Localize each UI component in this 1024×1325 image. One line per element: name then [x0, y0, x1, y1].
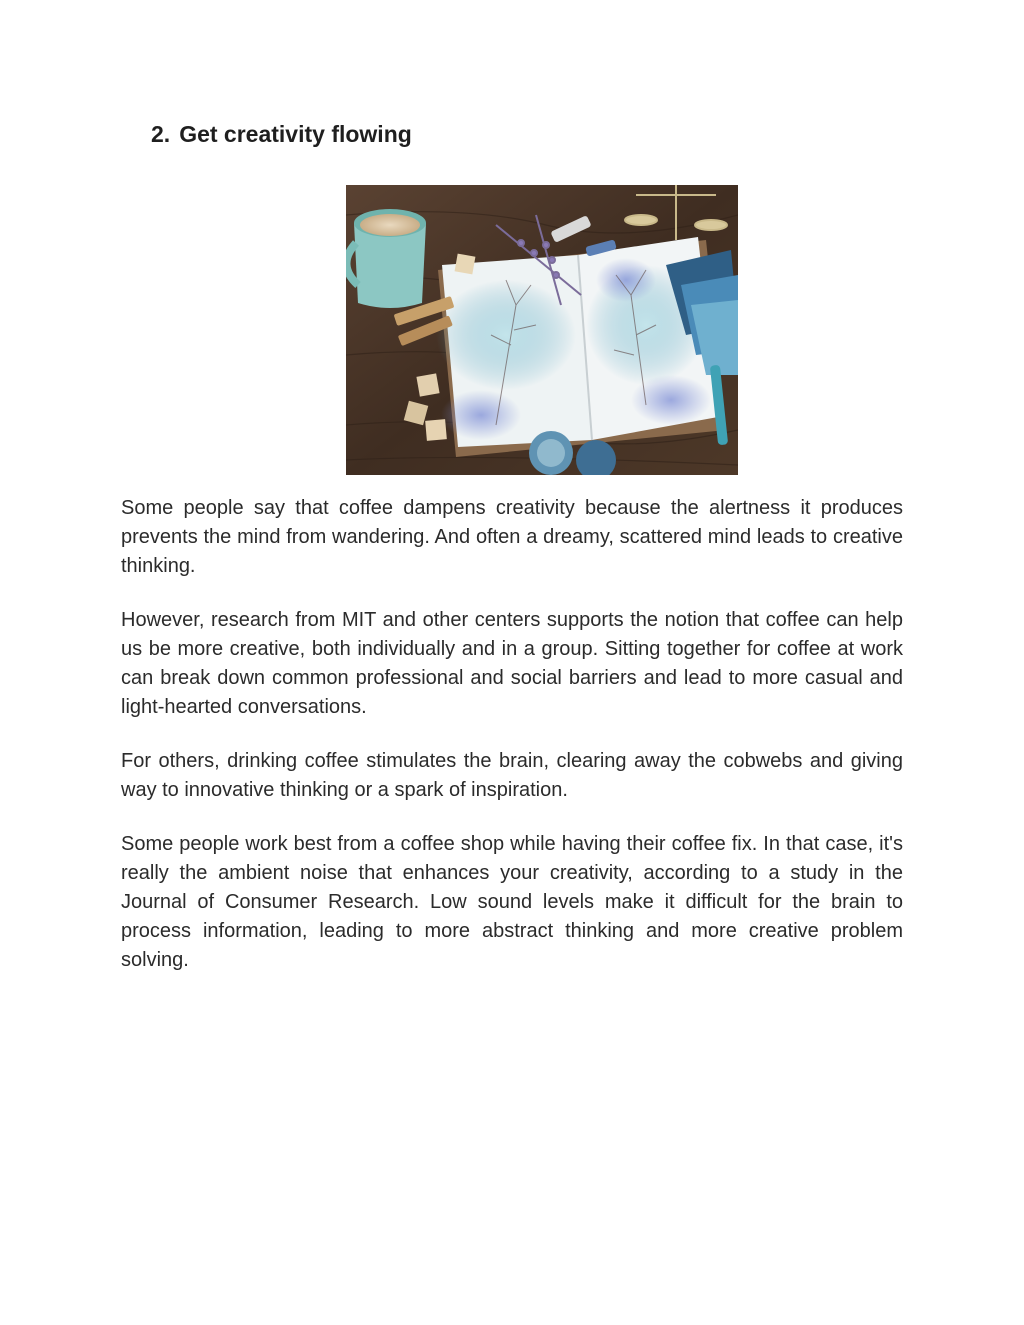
- paragraph-1: Some people say that coffee dampens creativity because the alertness it produces prevents the mind from wandering. And often a dreamy, scattered mind leads to creative thinking.: [121, 497, 903, 577]
- section-heading: [151, 121, 412, 148]
- section-title: Get creativity flowing: [179, 121, 412, 147]
- paragraph-3: For others, drinking coffee stimulates the brain, clearing away the cobwebs and giving way to innovative thinking or a spark of inspiration.: [121, 750, 903, 801]
- article-body: [121, 494, 903, 1000]
- coffee-sketchbook-photo: [346, 185, 738, 475]
- paragraph-2: However, research from MIT and other centers supports the notion that coffee can help us be more creative, both individually and in a group. Sitting together for coffee at work can break down common professional and social barriers and lead to more casual and light-hearted conversations.: [121, 609, 903, 718]
- section-number: 2.: [151, 121, 171, 147]
- paragraph-4: Some people work best from a coffee shop while having their coffee fix. In that case, it's really the ambient noise that enhances your creativity, according to a study in the Journal of Consumer Research. Low sound levels make it difficult for the brain to process information, leading to more abstract thinking and more creative problem solving.: [121, 833, 903, 971]
